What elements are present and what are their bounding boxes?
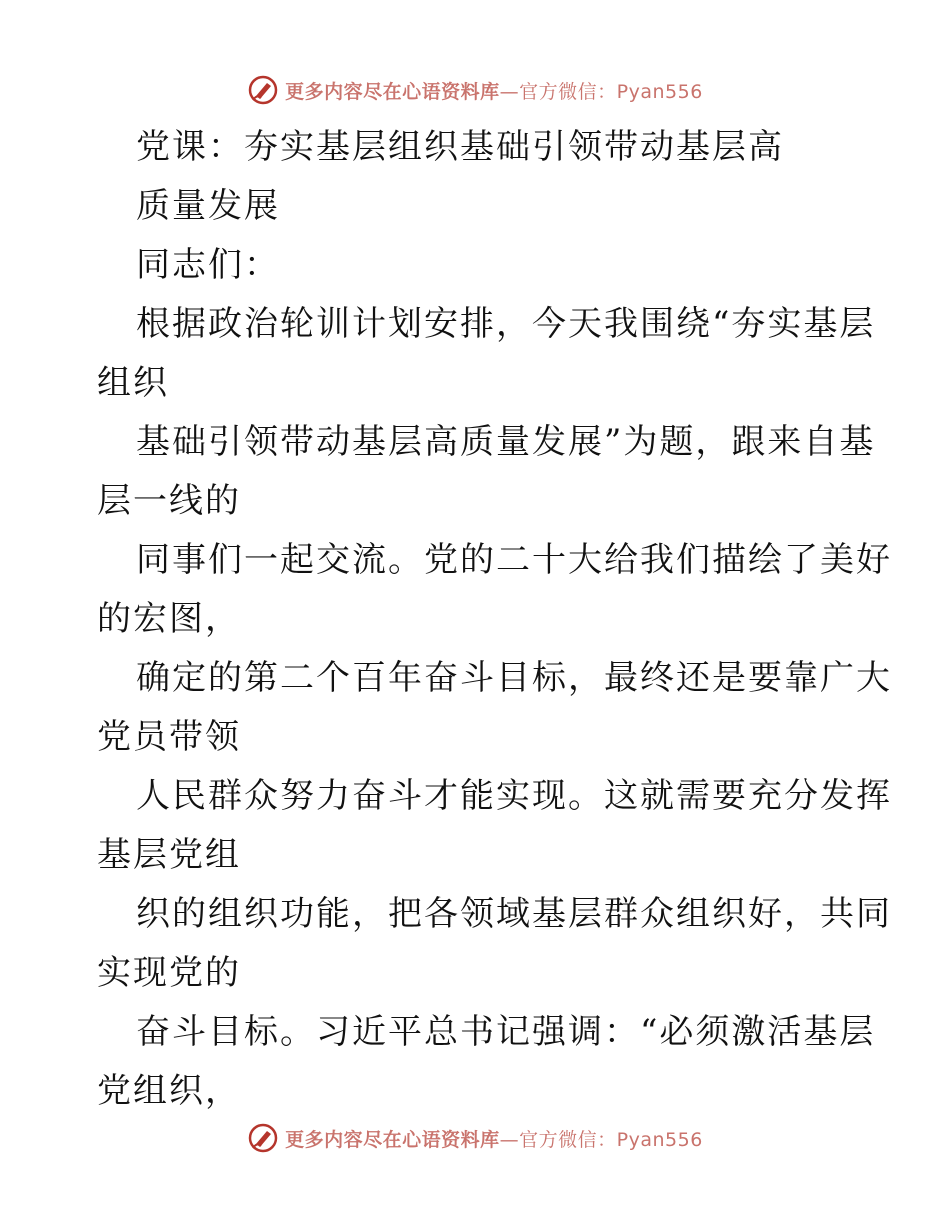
banner-text [285, 77, 703, 104]
paragraph-line: 根据政治轮训计划安排，今天我围绕“夯实基层 [136, 304, 876, 344]
pen-seal-logo-icon [247, 1122, 279, 1154]
paragraph-line: 织的组织功能，把各领域基层群众组织好，共同 [136, 894, 892, 934]
paragraph-line: 人民群众努力奋斗才能实现。这就需要充分发挥 [136, 776, 892, 816]
banner-main-text: 更多内容尽在心语资料库 [285, 80, 500, 103]
paragraph-line: 基础引领带动基层高质量发展”为题，跟来自基 [136, 422, 876, 462]
salutation: 同志们： [136, 245, 280, 285]
banner-text [285, 1125, 703, 1152]
pen-seal-logo-icon [247, 74, 279, 106]
banner-wechat-text: —官方微信：Pyan556 [499, 80, 703, 103]
banner-main-text: 更多内容尽在心语资料库 [285, 1128, 500, 1151]
paragraph-line: 实现党的 [97, 953, 241, 993]
header-watermark-banner [0, 70, 950, 110]
paragraph-line: 奋斗目标。习近平总书记强调：“必须激活基层 [136, 1012, 876, 1052]
paragraph-line: 组织 [97, 363, 169, 403]
paragraph-line: 党组织， [97, 1071, 241, 1111]
paragraph-line: 同事们一起交流。党的二十大给我们描绘了美好 [136, 540, 892, 580]
footer-watermark-banner [0, 1118, 950, 1158]
title-line-1: 党课：夯实基层组织基础引领带动基层高 [136, 127, 784, 167]
banner-wechat-text: —官方微信：Pyan556 [499, 1128, 703, 1151]
paragraph-line: 的宏图， [97, 599, 241, 639]
title-line-2: 质量发展 [136, 186, 280, 226]
paragraph-line: 确定的第二个百年奋斗目标，最终还是要靠广大 [136, 658, 892, 698]
paragraph-line: 基层党组 [97, 835, 241, 875]
paragraph-line: 层一线的 [97, 481, 241, 521]
paragraph-line: 党员带领 [97, 717, 241, 757]
